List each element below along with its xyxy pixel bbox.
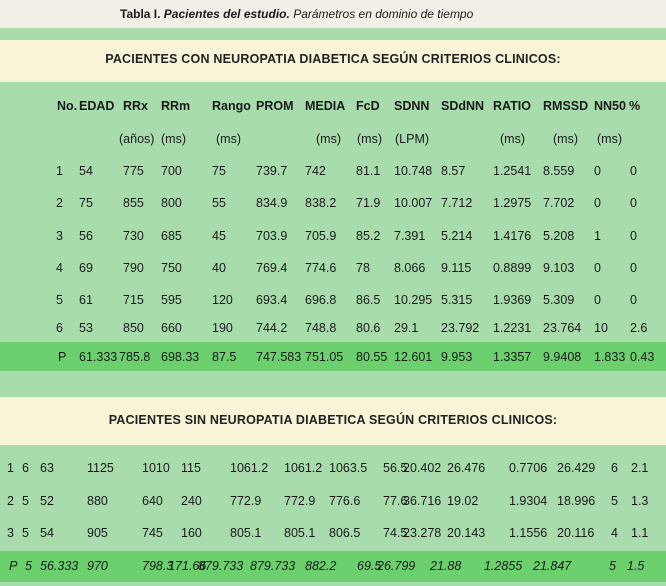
table-cell: 77.6	[383, 494, 408, 508]
table-cell: 45	[212, 229, 226, 243]
table-cell: 5	[611, 494, 618, 508]
table-cell: 75	[212, 164, 226, 178]
average-cell: 882.2	[305, 559, 337, 573]
table-cell: 1.9369	[493, 293, 532, 307]
table-cell: 1.2231	[493, 321, 532, 335]
average-cell: P	[9, 559, 18, 573]
table-cell: 855	[123, 196, 144, 210]
column-header: NN50	[594, 99, 626, 113]
table-cell: 26.476	[447, 461, 486, 475]
table-cell: 0	[630, 261, 637, 275]
average-cell: 879.733	[198, 559, 244, 573]
average-cell: 9.953	[441, 350, 473, 364]
table-cell: 69	[79, 261, 93, 275]
table-cell: 685	[161, 229, 182, 243]
table-cell: 715	[123, 293, 144, 307]
table-cell: 776.6	[329, 494, 361, 508]
average-cell: 1.2855	[484, 559, 523, 573]
average-cell: 171.66	[168, 559, 207, 573]
table-cell: 3	[7, 526, 14, 540]
table-cell: 2	[56, 196, 63, 210]
table-cell: 120	[212, 293, 233, 307]
column-header: FcD	[356, 99, 380, 113]
column-header: EDAD	[79, 99, 115, 113]
table-cell: 0	[594, 196, 601, 210]
table-cell: 700	[161, 164, 182, 178]
table-cell: 7.712	[441, 196, 473, 210]
table-cell: 6	[22, 461, 29, 475]
table-cell: 1.4176	[493, 229, 532, 243]
table-cell: 36.716	[403, 494, 442, 508]
table-cell: 23.792	[441, 321, 480, 335]
table-cell: 1.1	[631, 526, 649, 540]
table-cell: 2	[7, 494, 14, 508]
table-cell: 10	[594, 321, 608, 335]
table-cell: 790	[123, 261, 144, 275]
caption-label: Tabla I.	[120, 7, 161, 21]
table-cell: 52	[40, 494, 54, 508]
table-cell: 905	[87, 526, 108, 540]
table-cell: 1	[56, 164, 63, 178]
table-cell: 742	[305, 164, 326, 178]
column-unit: (ms)	[357, 132, 382, 146]
table-cell: 880	[87, 494, 108, 508]
average-cell: 5	[609, 559, 616, 573]
table-cell: 5.208	[543, 229, 575, 243]
average-cell: 9.9408	[543, 350, 582, 364]
average-cell: 747.583	[256, 350, 302, 364]
table-cell: 23.764	[543, 321, 582, 335]
table-cell: 838.2	[305, 196, 337, 210]
table-cell: 1125	[87, 461, 114, 475]
table-cell: 1061.2	[284, 461, 323, 475]
table-cell: 6	[611, 461, 618, 475]
column-unit: (LPM)	[395, 132, 430, 146]
table-cell: 0	[594, 261, 601, 275]
average-cell: 87.5	[212, 350, 237, 364]
average-cell: 1.833	[594, 350, 626, 364]
table-cell: 18.996	[557, 494, 596, 508]
table-cell: 739.7	[256, 164, 288, 178]
table-cell: 5.309	[543, 293, 575, 307]
table-cell: 805.1	[284, 526, 316, 540]
table-cell: 1010	[142, 461, 170, 475]
table-cell: 1.2975	[493, 196, 532, 210]
table-cell: 1.2541	[493, 164, 532, 178]
table-cell: 2.6	[630, 321, 648, 335]
table-cell: 775	[123, 164, 144, 178]
table-cell: 29.1	[394, 321, 419, 335]
column-unit: (ms)	[161, 132, 186, 146]
table-cell: 805.1	[230, 526, 262, 540]
table-cell: 5	[22, 494, 29, 508]
table-cell: 1.9304	[509, 494, 548, 508]
table-cell: 54	[40, 526, 54, 540]
column-header: RRm	[161, 99, 191, 113]
table-cell: 7.702	[543, 196, 575, 210]
column-header: RATIO	[493, 99, 531, 113]
table-cell: 63	[40, 461, 54, 475]
table-cell: 20.116	[557, 526, 595, 540]
table-cell: 6	[56, 321, 63, 335]
table-cell: 20.402	[403, 461, 442, 475]
table-cell: 0	[630, 164, 637, 178]
average-cell: 21.847	[533, 559, 572, 573]
average-cell: 751.05	[305, 350, 344, 364]
table-cell: 7.391	[394, 229, 426, 243]
table-cell: 0	[594, 164, 601, 178]
table-cell: 5.315	[441, 293, 473, 307]
average-cell: 56.333	[40, 559, 79, 573]
column-unit: (ms)	[500, 132, 525, 146]
average-cell: 785.8	[119, 350, 151, 364]
table-cell: 696.8	[305, 293, 337, 307]
table-cell: 3	[56, 229, 63, 243]
table-cell: 640	[142, 494, 163, 508]
table-cell: 1.3	[631, 494, 649, 508]
table-cell: 4	[611, 526, 618, 540]
table-cell: 730	[123, 229, 144, 243]
table-cell: 23.278	[403, 526, 442, 540]
average-cell: P	[58, 350, 67, 364]
table-cell: 86.5	[356, 293, 381, 307]
table-cell: 71.9	[356, 196, 381, 210]
column-header: PROM	[256, 99, 294, 113]
table-cell: 660	[161, 321, 182, 335]
column-header: %	[629, 99, 641, 113]
table-cell: 190	[212, 321, 233, 335]
table-cell: 81.1	[356, 164, 381, 178]
table-cell: 19.02	[447, 494, 479, 508]
table-cell: 0.7706	[509, 461, 548, 475]
average-cell: 12.601	[394, 350, 433, 364]
average-cell: 698.33	[161, 350, 200, 364]
table-cell: 10.295	[394, 293, 433, 307]
table-cell: 8.57	[441, 164, 466, 178]
table-cell: 80.6	[356, 321, 381, 335]
table-cell: 160	[181, 526, 202, 540]
table-cell: 75	[79, 196, 93, 210]
average-cell: 5	[25, 559, 32, 573]
table-cell: 56.5	[383, 461, 408, 475]
table-cell: 0	[630, 293, 637, 307]
column-header: RMSSD	[543, 99, 589, 113]
table-cell: 1	[594, 229, 601, 243]
column-header: MEDIA	[305, 99, 346, 113]
table-cell: 61	[79, 293, 93, 307]
section2-title: PACIENTES SIN NEUROPATIA DIABETICA SEGÚN CRITERIOS CLINICOS:	[108, 413, 558, 427]
table-cell: 2.1	[631, 461, 649, 475]
table-cell: 5.214	[441, 229, 473, 243]
column-header: SDdNN	[441, 99, 485, 113]
table-cell: 1063.5	[329, 461, 368, 475]
table-cell: 9.103	[543, 261, 575, 275]
table-cell: 800	[161, 196, 182, 210]
table-cell: 8.066	[394, 261, 426, 275]
column-unit: (años)	[119, 132, 155, 146]
table-cell: 750	[161, 261, 182, 275]
average-cell: 21.88	[430, 559, 462, 573]
table-cell: 8.559	[543, 164, 575, 178]
table-cell: 9.115	[441, 261, 472, 275]
average-cell: 69.5	[357, 559, 382, 573]
table-cell: 806.5	[329, 526, 361, 540]
table-cell: 1	[7, 461, 14, 475]
table-cell: 4	[56, 261, 63, 275]
column-header: SDNN	[394, 99, 430, 113]
table-cell: 20.143	[447, 526, 486, 540]
table-cell: 74.5	[383, 526, 408, 540]
table-cell: 850	[123, 321, 144, 335]
table-cell: 0	[630, 196, 637, 210]
table-cell: 54	[79, 164, 93, 178]
table-cell: 693.4	[256, 293, 288, 307]
table-caption	[0, 0, 666, 28]
table-cell: 5	[22, 526, 29, 540]
table-cell: 1.1556	[509, 526, 548, 540]
column-header: No.	[57, 99, 78, 113]
table-cell: 85.2	[356, 229, 381, 243]
average-cell: 80.55	[356, 350, 388, 364]
average-cell: 61.333	[79, 350, 118, 364]
table-cell: 595	[161, 293, 182, 307]
average-cell: 26.799	[377, 559, 416, 573]
table-cell: 10.007	[394, 196, 433, 210]
table-cell: 26.429	[557, 461, 596, 475]
table-cell: 744.2	[256, 321, 288, 335]
column-unit: (ms)	[597, 132, 622, 146]
table-cell: 0	[594, 293, 601, 307]
column-header: RRx	[123, 99, 149, 113]
column-unit: (ms)	[316, 132, 341, 146]
table-cell: 0	[630, 229, 637, 243]
table-cell: 703.9	[256, 229, 288, 243]
table-cell: 56	[79, 229, 93, 243]
table-cell: 705.9	[305, 229, 337, 243]
table-cell: 834.9	[256, 196, 288, 210]
table-cell: 0.8899	[493, 261, 532, 275]
average-cell: 879.733	[250, 559, 296, 573]
caption-subtitle: Parámetros en dominio de tiempo	[293, 7, 474, 21]
table-cell: 115	[181, 461, 201, 475]
average-cell: 798.3	[142, 559, 174, 573]
table-cell: 240	[181, 494, 202, 508]
table-cell: 78	[356, 261, 370, 275]
caption-title: Pacientes del estudio.	[163, 7, 290, 21]
table-cell: 769.4	[256, 261, 288, 275]
section1-title: PACIENTES CON NEUROPATIA DIABETICA SEGÚN CRITERIOS CLINICOS:	[105, 52, 561, 66]
table-cell: 745	[142, 526, 163, 540]
table-cell: 5	[56, 293, 63, 307]
average-cell: 970	[87, 559, 108, 573]
table-cell: 40	[212, 261, 226, 275]
table-cell: 55	[212, 196, 226, 210]
average-cell: 0.43	[630, 350, 655, 364]
average-cell: 1.3357	[493, 350, 532, 364]
table-cell: 53	[79, 321, 93, 335]
table-cell: 748.8	[305, 321, 337, 335]
table-cell: 1061.2	[230, 461, 269, 475]
column-header: Rango	[212, 99, 251, 113]
column-unit: (ms)	[553, 132, 578, 146]
average-cell: 1.5	[627, 559, 645, 573]
table-cell: 772.9	[230, 494, 262, 508]
table-cell: 10.748	[394, 164, 433, 178]
table-cell: 772.9	[284, 494, 316, 508]
column-unit: (ms)	[216, 132, 241, 146]
table-cell: 774.6	[305, 261, 337, 275]
